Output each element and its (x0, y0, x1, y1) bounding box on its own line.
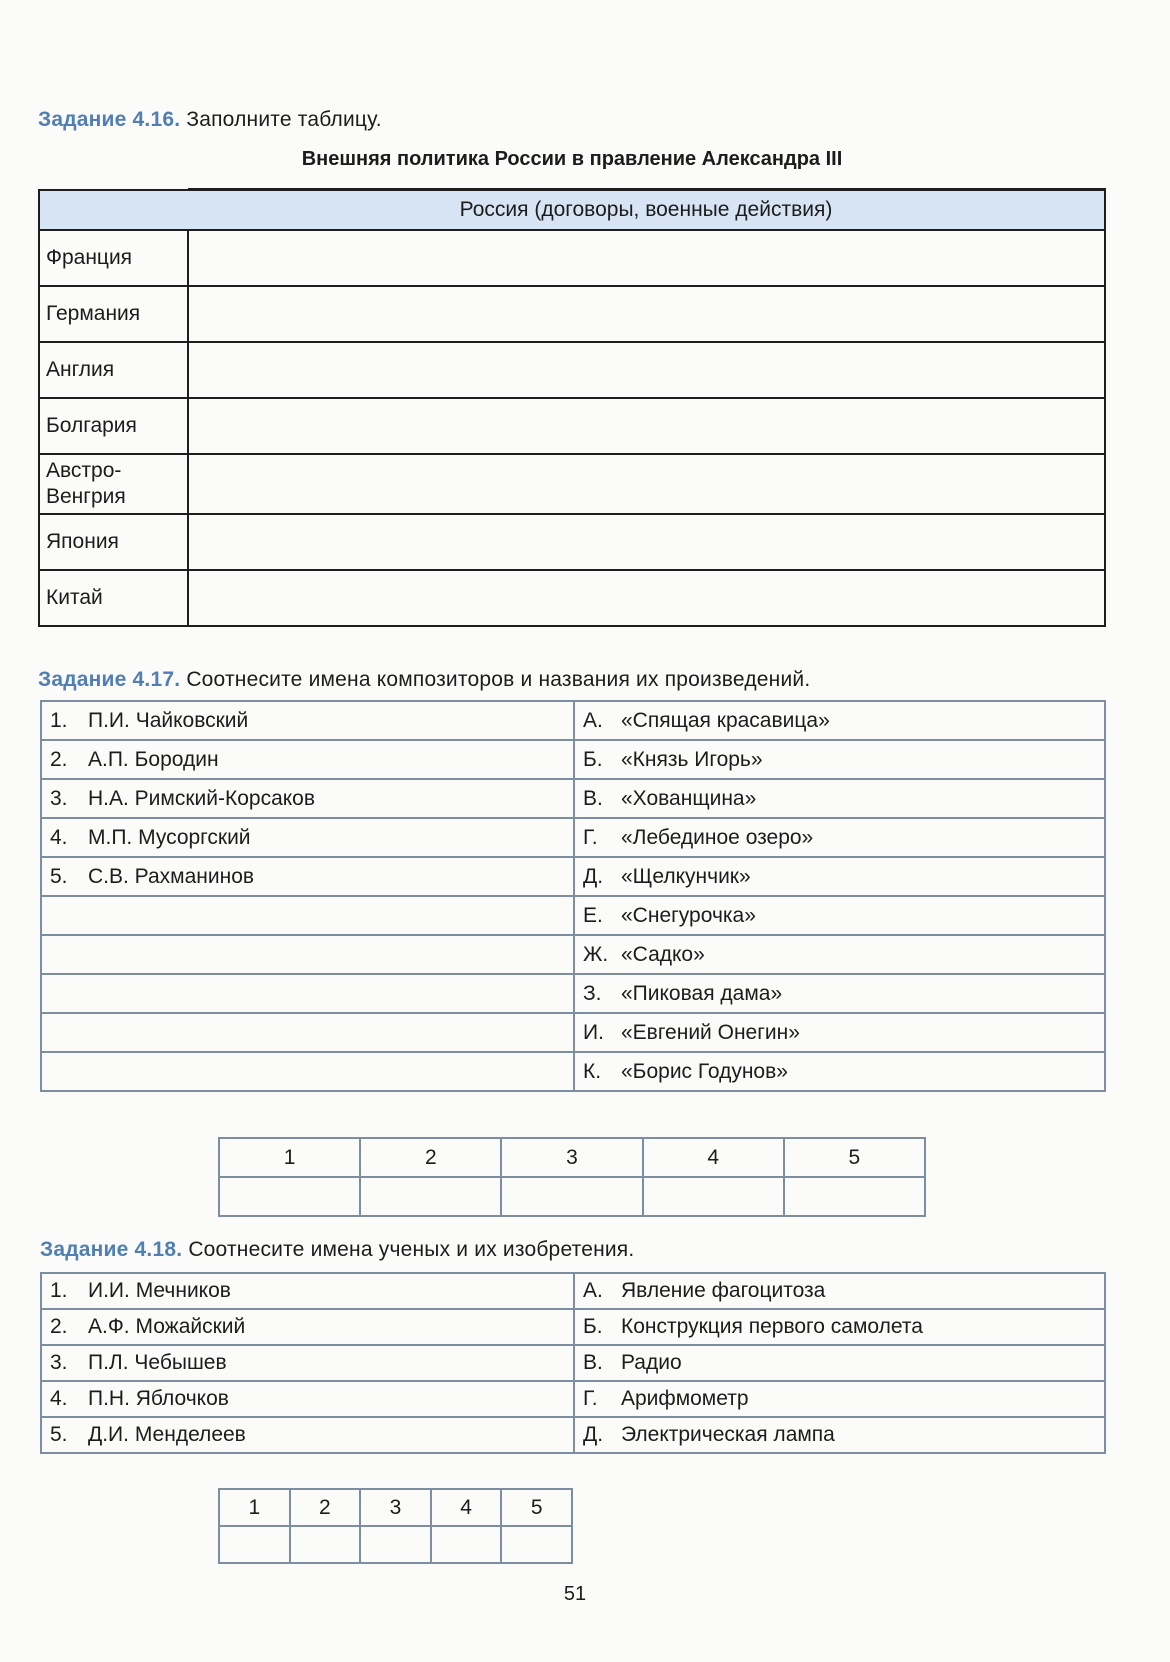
composer-name: М.П. Мусоргский (88, 825, 251, 849)
work-b (574, 740, 1105, 779)
item-letter: В. (583, 1351, 603, 1374)
composers-matching-table (40, 700, 1106, 1092)
answer-cell-japan[interactable] (188, 514, 1105, 570)
composer-3 (41, 779, 574, 818)
item-number: 3. (50, 1351, 68, 1374)
task-416-instruction: Заполните таблицу. (186, 108, 382, 131)
item-number: 2. (50, 1315, 68, 1338)
scientist-5 (41, 1417, 574, 1453)
item-number: 1. (50, 708, 68, 732)
empty-cell (41, 1013, 574, 1052)
answer-header-2: 2 (290, 1489, 361, 1526)
answer-cell-3[interactable] (501, 1177, 642, 1216)
table-row (41, 1052, 1105, 1091)
table-row (41, 1381, 1105, 1417)
work-k (574, 1052, 1105, 1091)
table-caption: Внешняя политика России в правление Александра III (301, 148, 843, 170)
item-letter: К. (583, 1059, 602, 1083)
answer-cell-5[interactable] (501, 1526, 572, 1563)
answer-cell-bulgaria[interactable] (188, 398, 1105, 454)
item-letter: Г. (583, 825, 598, 849)
task-416-number: Задание 4.16. (38, 108, 181, 131)
table-row (41, 818, 1105, 857)
work-title: «Спящая красавица» (621, 708, 830, 732)
work-e (574, 896, 1105, 935)
answer-grid-417 (218, 1137, 926, 1217)
answer-cell-england[interactable] (188, 342, 1105, 398)
work-title: «Борис Годунов» (621, 1059, 788, 1083)
answer-cell-germany[interactable] (188, 286, 1105, 342)
invention-a (574, 1273, 1105, 1309)
scientist-1 (41, 1273, 574, 1309)
row-label-england: Англия (39, 342, 188, 398)
empty-cell (41, 974, 574, 1013)
work-i (574, 1013, 1105, 1052)
item-letter: А. (583, 708, 603, 732)
table-row (41, 1309, 1105, 1345)
answer-cell-1[interactable] (219, 1526, 290, 1563)
answer-header-4: 4 (643, 1138, 784, 1177)
item-letter: Д. (583, 1423, 604, 1446)
work-g (574, 818, 1105, 857)
answer-header-3: 3 (360, 1489, 431, 1526)
composer-4 (41, 818, 574, 857)
row-label-germany: Германия (39, 286, 188, 342)
invention-b (574, 1309, 1105, 1345)
composer-name: А.П. Бородин (88, 747, 219, 771)
answer-cell-2[interactable] (360, 1177, 501, 1216)
invention-title: Радио (621, 1351, 682, 1374)
invention-d (574, 1417, 1105, 1453)
item-letter: Е. (583, 903, 603, 927)
invention-g (574, 1381, 1105, 1417)
work-title: «Снегурочка» (621, 903, 756, 927)
composer-name: Н.А. Римский-Корсаков (88, 786, 316, 810)
item-letter: Д. (583, 864, 604, 888)
task-417-instruction: Соотнесите имена композиторов и названия их произведений. (186, 668, 811, 691)
item-number: 5. (50, 1423, 68, 1446)
task-417-number: Задание 4.17. (38, 668, 181, 691)
invention-title: Электрическая лампа (621, 1423, 835, 1446)
answer-cell-austria-hungary[interactable] (188, 454, 1105, 514)
item-letter: Б. (583, 1315, 603, 1338)
page-number: 51 (563, 1583, 587, 1605)
work-title: «Щелкунчик» (621, 864, 751, 888)
table-row (41, 1273, 1105, 1309)
table-row (41, 935, 1105, 974)
work-zh (574, 935, 1105, 974)
header-corner-cell (39, 190, 188, 231)
answer-cell-china[interactable] (188, 570, 1105, 626)
scientist-name: П.Л. Чебышев (88, 1351, 227, 1374)
foreign-policy-table (38, 188, 1106, 627)
answer-header-5: 5 (784, 1138, 925, 1177)
work-d (574, 857, 1105, 896)
scientist-3 (41, 1345, 574, 1381)
answer-cell-france[interactable] (188, 230, 1105, 286)
work-a (574, 701, 1105, 740)
composer-1 (41, 701, 574, 740)
item-number: 4. (50, 825, 68, 849)
row-label-japan: Япония (39, 514, 188, 570)
item-letter: Б. (583, 747, 603, 771)
row-label-china: Китай (39, 570, 188, 626)
item-number: 1. (50, 1279, 68, 1302)
work-title: «Евгений Онегин» (621, 1020, 800, 1044)
row-label-austria-hungary: Австро-Венгрия (39, 454, 188, 514)
item-number: 4. (50, 1387, 68, 1410)
empty-cell (41, 896, 574, 935)
composer-name: С.В. Рахманинов (88, 864, 255, 888)
answer-cell-4[interactable] (431, 1526, 502, 1563)
item-number: 5. (50, 864, 68, 888)
item-letter: А. (583, 1279, 603, 1302)
answer-cell-1[interactable] (219, 1177, 360, 1216)
answer-cell-5[interactable] (784, 1177, 925, 1216)
scientist-name: И.И. Мечников (88, 1279, 231, 1302)
invention-title: Явление фагоцитоза (621, 1279, 826, 1302)
empty-cell (41, 935, 574, 974)
table-row (41, 1013, 1105, 1052)
task-418-number: Задание 4.18. (40, 1238, 183, 1261)
work-title: «Хованщина» (621, 786, 757, 810)
item-letter: Ж. (583, 942, 609, 966)
table-row (41, 701, 1105, 740)
work-title: «Садко» (621, 942, 705, 966)
work-title: «Князь Игорь» (621, 747, 763, 771)
item-letter: В. (583, 786, 603, 810)
task-417-heading (38, 668, 810, 692)
answer-header-3: 3 (501, 1138, 642, 1177)
item-number: 2. (50, 747, 68, 771)
invention-v (574, 1345, 1105, 1381)
invention-title: Конструкция первого самолета (621, 1315, 923, 1338)
composer-name: П.И. Чайковский (88, 708, 249, 732)
work-z (574, 974, 1105, 1013)
table-row (41, 974, 1105, 1013)
scientist-2 (41, 1309, 574, 1345)
item-letter: З. (583, 981, 602, 1005)
scientists-matching-table (40, 1272, 1106, 1454)
work-v (574, 779, 1105, 818)
scientist-name: П.Н. Яблочков (88, 1387, 229, 1410)
table-row (41, 779, 1105, 818)
answer-header-4: 4 (431, 1489, 502, 1526)
table-row (41, 740, 1105, 779)
answer-grid-418 (218, 1488, 573, 1564)
table-row (41, 1345, 1105, 1381)
scientist-name: А.Ф. Можайский (88, 1315, 246, 1338)
table-row (41, 1417, 1105, 1453)
work-title: «Пиковая дама» (621, 981, 783, 1005)
composer-2 (41, 740, 574, 779)
answer-cell-4[interactable] (643, 1177, 784, 1216)
answer-header-1: 1 (219, 1489, 290, 1526)
invention-title: Арифмометр (621, 1387, 749, 1410)
table-row (41, 857, 1105, 896)
work-title: «Лебединое озеро» (621, 825, 814, 849)
column-header: Россия (договоры, военные действия) (188, 190, 1105, 231)
table-row (41, 896, 1105, 935)
task-416-heading (38, 108, 382, 132)
empty-cell (41, 1052, 574, 1091)
task-418-instruction: Соотнесите имена ученых и их изобретения. (188, 1238, 635, 1261)
answer-cell-2[interactable] (290, 1526, 361, 1563)
scientist-name: Д.И. Менделеев (88, 1423, 246, 1446)
row-label-bulgaria: Болгария (39, 398, 188, 454)
item-number: 3. (50, 786, 68, 810)
row-label-france: Франция (39, 230, 188, 286)
answer-header-1: 1 (219, 1138, 360, 1177)
task-418-heading (40, 1238, 634, 1262)
item-letter: И. (583, 1020, 604, 1044)
item-letter: Г. (583, 1387, 598, 1410)
answer-cell-3[interactable] (360, 1526, 431, 1563)
scientist-4 (41, 1381, 574, 1417)
answer-header-5: 5 (501, 1489, 572, 1526)
composer-5 (41, 857, 574, 896)
answer-header-2: 2 (360, 1138, 501, 1177)
